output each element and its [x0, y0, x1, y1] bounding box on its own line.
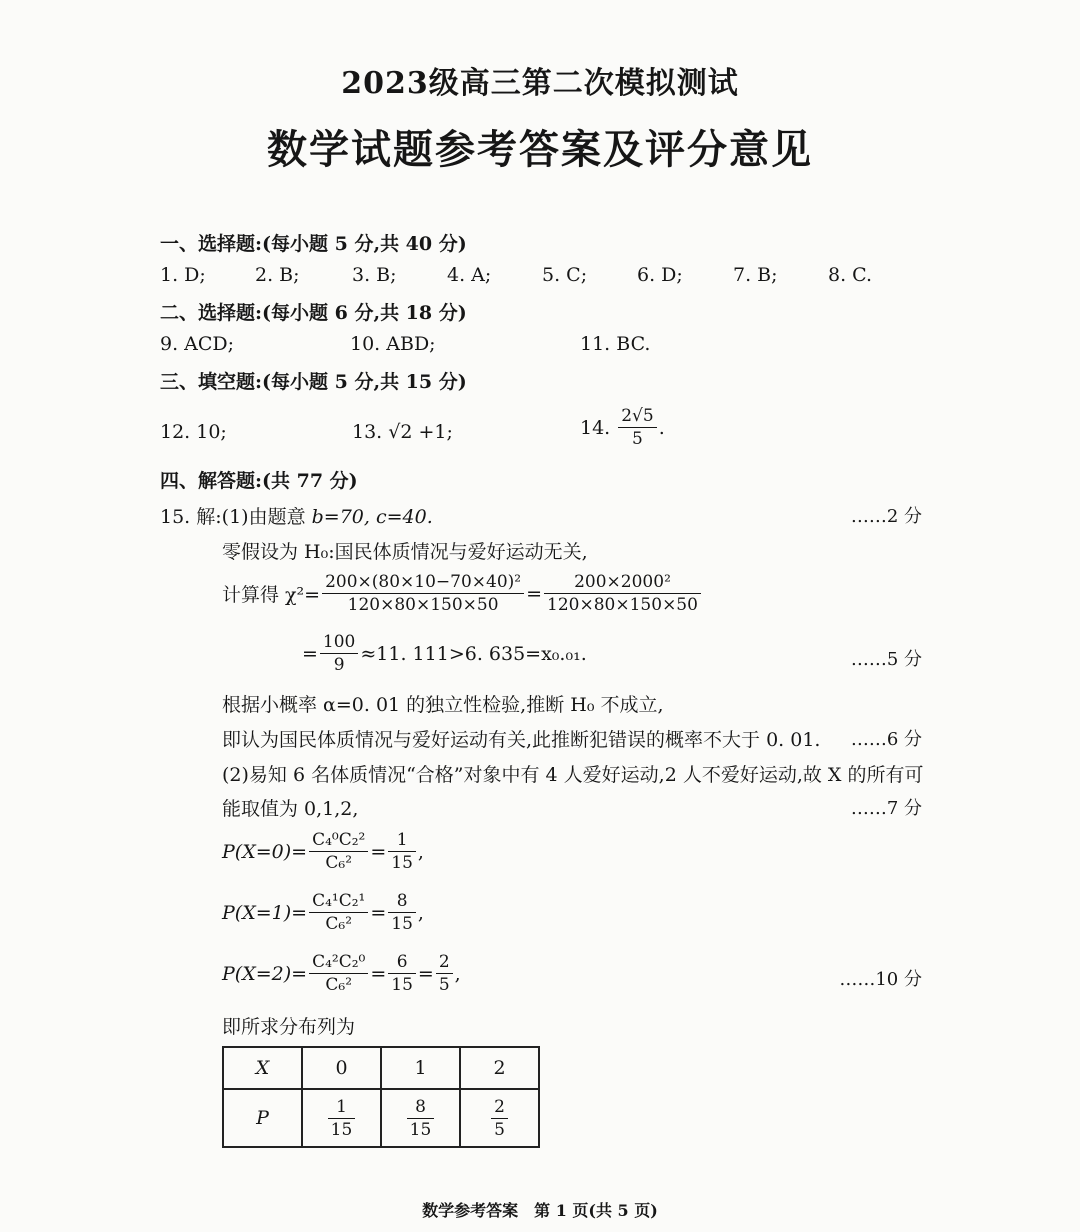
- table-fraction-den: 15: [330, 1119, 353, 1140]
- prob-x1-result-num: 8: [388, 890, 416, 913]
- table-x-label: X: [255, 1057, 270, 1079]
- table-cell: 1: [381, 1047, 460, 1089]
- prob-x0-comb: [309, 829, 368, 874]
- table-row-p: [223, 1089, 539, 1147]
- prob-x0-result: [388, 829, 416, 874]
- prob-x0-comb-den: C₆²: [325, 853, 353, 873]
- prob-x2-label: P(X=2)=: [222, 962, 308, 985]
- answer-12: 12. 10;: [160, 421, 227, 443]
- prob-x0-result-num: 1: [388, 829, 416, 852]
- score-5: ……5 分: [850, 649, 922, 670]
- score-10: ……10 分: [839, 969, 922, 990]
- answer-14-denominator: 5: [632, 429, 643, 449]
- prob-x1-comb: [309, 890, 368, 935]
- prob-x2-result-den: 15: [391, 975, 413, 995]
- q15-intro: 15. 解:(1)由题意: [160, 506, 306, 528]
- section2-heading: 二、选择题:(每小题 6 分,共 18 分): [160, 302, 467, 324]
- section1-heading: 一、选择题:(每小题 5 分,共 40 分): [160, 233, 467, 255]
- prob-x2-result-num: 6: [388, 951, 416, 974]
- document-title: 数学试题参考答案及评分意见: [267, 126, 813, 173]
- table-cell: [381, 1089, 460, 1147]
- answer-4: 4. A;: [447, 264, 492, 286]
- answer-2: 2. B;: [255, 264, 300, 286]
- q15-part2-line1: (2)易知 6 名体质情况“合格”对象中有 4 人爱好运动,2 人不爱好运动,故 X 的所有可: [222, 764, 924, 786]
- prob-x1-end: ,: [417, 901, 424, 924]
- answer-8: 8. C.: [828, 264, 873, 286]
- prob-x2-end: ,: [454, 962, 461, 985]
- prob-x1-comb-den: C₆²: [325, 914, 353, 934]
- table-fraction-den: 15: [409, 1119, 432, 1140]
- distribution-table: [222, 1046, 540, 1148]
- exam-title: 2023级高三第二次模拟测试: [341, 66, 739, 101]
- answer-14: [580, 405, 665, 450]
- answer-5: 5. C;: [542, 264, 588, 286]
- prob-x2-simplified-den: 5: [438, 975, 450, 995]
- prob-x2-simplified: [436, 951, 453, 996]
- q15-c-value: c=40.: [375, 506, 433, 528]
- prob-x1-result-den: 15: [391, 914, 413, 934]
- prob-x2-comb-num: C₄²C₂⁰: [309, 951, 368, 974]
- answer-14-fraction: [618, 405, 656, 450]
- prob-x1-result: [388, 890, 416, 935]
- prob-x2-simplified-num: 2: [436, 951, 453, 974]
- answer-14-numerator: 2√5: [618, 405, 656, 428]
- answer-14-end: .: [658, 416, 665, 439]
- result-fraction: [320, 631, 358, 676]
- prob-x2: [222, 951, 461, 996]
- score-7: ……7 分: [850, 798, 922, 819]
- table-cell: 0: [302, 1047, 381, 1089]
- prob-x0-end: ,: [417, 840, 424, 863]
- chi-denominator-2: 120×80×150×50: [547, 595, 698, 615]
- answer-9: 9. ACD;: [160, 333, 235, 355]
- page-footer: 数学参考答案 第 1 页(共 5 页): [422, 1201, 658, 1220]
- answer-13: 13. √2 +1;: [352, 421, 453, 443]
- answer-10: 10. ABD;: [350, 333, 436, 355]
- table-p-label: P: [256, 1107, 269, 1129]
- table-fraction: [328, 1096, 356, 1141]
- prob-x2-result: [388, 951, 416, 996]
- answer-6: 6. D;: [637, 264, 683, 286]
- prob-x1-equals: =: [370, 901, 387, 924]
- score-6: ……6 分: [850, 729, 922, 750]
- score-2: ……2 分: [850, 506, 922, 527]
- prob-x0-result-den: 15: [391, 853, 413, 873]
- chi-label: 计算得 χ²=: [222, 584, 321, 606]
- prob-x1: [222, 890, 424, 935]
- chi-square-formula: [222, 571, 703, 616]
- prob-x2-equals-2: =: [417, 962, 434, 985]
- table-cell: 2: [460, 1047, 539, 1089]
- result-equals: =: [302, 642, 318, 665]
- q15-conclusion: 即认为国民体质情况与爱好运动有关,此推断犯错误的概率不大于 0. 01.: [222, 729, 821, 751]
- answer-3: 3. B;: [352, 264, 397, 286]
- q15-b-value: b=70,: [311, 506, 370, 528]
- q15-line1: [160, 502, 433, 529]
- prob-x0-label: P(X=0)=: [222, 840, 308, 863]
- prob-x0-comb-num: C₄⁰C₂²: [309, 829, 368, 852]
- prob-x2-equals: =: [370, 962, 387, 985]
- chi-denominator-1: 120×80×150×50: [347, 595, 499, 615]
- prob-x1-label: P(X=1)=: [222, 901, 308, 924]
- table-cell: [302, 1089, 381, 1147]
- result-denominator: 9: [333, 655, 345, 675]
- result-comparison: ≈11. 111>6. 635=x₀.₀₁.: [360, 642, 587, 665]
- q15-inference: 根据小概率 α=0. 01 的独立性检验,推断 H₀ 不成立,: [222, 694, 664, 716]
- table-fraction: [491, 1096, 508, 1141]
- chi-result: [302, 631, 587, 676]
- chi-numerator-2: 200×2000²: [544, 571, 701, 594]
- section4-heading: 四、解答题:(共 77 分): [160, 470, 358, 492]
- answer-11: 11. BC.: [580, 333, 651, 355]
- prob-x2-comb: [309, 951, 368, 996]
- answer-7: 7. B;: [733, 264, 778, 286]
- table-fraction-den: 5: [494, 1119, 505, 1140]
- prob-x1-comb-num: C₄¹C₂¹: [309, 890, 368, 913]
- q15-part2-line2: 能取值为 0,1,2,: [222, 798, 359, 820]
- result-numerator: 100: [320, 631, 358, 654]
- chi-equals: =: [526, 582, 543, 605]
- answer-1: 1. D;: [160, 264, 206, 286]
- prob-x0-equals: =: [370, 840, 387, 863]
- prob-x2-comb-den: C₆²: [325, 975, 353, 995]
- table-header-x: [223, 1047, 302, 1089]
- answer-14-label: 14.: [580, 416, 611, 439]
- section3-heading: 三、填空题:(每小题 5 分,共 15 分): [160, 371, 467, 393]
- table-fraction: [407, 1096, 435, 1141]
- table-fraction-num: 2: [491, 1096, 508, 1119]
- table-fraction-num: 1: [328, 1096, 356, 1119]
- table-cell: [460, 1089, 539, 1147]
- table-fraction-num: 8: [407, 1096, 435, 1119]
- table-row-x: [223, 1047, 539, 1089]
- chi-fraction-2: [544, 571, 701, 616]
- chi-numerator-1: 200×(80×10−70×40)²: [322, 571, 524, 594]
- table-header-p: [223, 1089, 302, 1147]
- prob-x0: [222, 829, 424, 874]
- q15-null-hypothesis: 零假设为 H₀:国民体质情况与爱好运动无关,: [222, 541, 588, 563]
- chi-fraction-1: [322, 571, 524, 616]
- distribution-intro: 即所求分布列为: [222, 1016, 356, 1038]
